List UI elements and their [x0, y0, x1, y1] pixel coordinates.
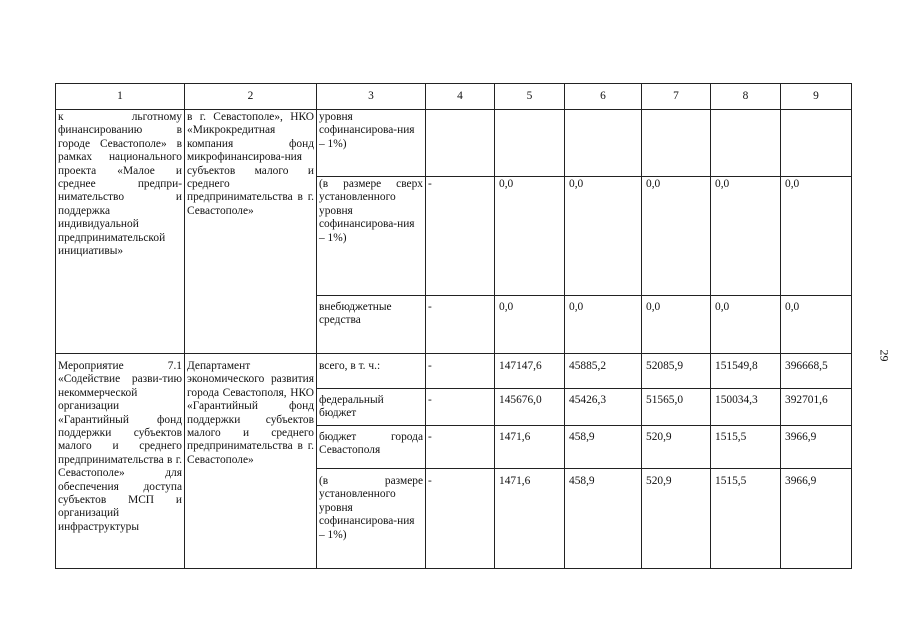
header-cell-3: 3	[317, 84, 426, 110]
value-cell: -	[426, 177, 495, 296]
value-cell: 396668,5	[781, 354, 852, 389]
value-cell: 392701,6	[781, 389, 852, 426]
value-cell	[426, 110, 495, 177]
value-cell: 0,0	[495, 296, 565, 354]
value-cell: 145676,0	[495, 389, 565, 426]
value-cell: 1515,5	[711, 426, 781, 469]
value-cell: -	[426, 389, 495, 426]
value-cell: 0,0	[711, 177, 781, 296]
header-cell-1: 1	[56, 84, 185, 110]
value-cell: 51565,0	[642, 389, 711, 426]
funding-source: внебюджетные средства	[317, 296, 426, 354]
funding-source: (в размере установленного уровня софинансирова-ния – 1%)	[317, 469, 426, 569]
value-cell: 150034,3	[711, 389, 781, 426]
value-cell: 45885,2	[565, 354, 642, 389]
header-cell-2: 2	[185, 84, 317, 110]
responsible-executor: в г. Севастополе», НКО «Микрокредитная компания фонд микрофинансирова-ния субъектов малого и среднего предпринимательства в г. Севастополе»	[185, 110, 317, 354]
value-cell: 52085,9	[642, 354, 711, 389]
value-cell: 0,0	[781, 177, 852, 296]
header-cell-6: 6	[565, 84, 642, 110]
value-cell: -	[426, 469, 495, 569]
funding-source: всего, в т. ч.:	[317, 354, 426, 389]
funding-source: уровня софинансирова-ния – 1%)	[317, 110, 426, 177]
value-cell: 0,0	[781, 296, 852, 354]
value-cell: 151549,8	[711, 354, 781, 389]
value-cell: 0,0	[565, 177, 642, 296]
header-cell-7: 7	[642, 84, 711, 110]
value-cell: -	[426, 296, 495, 354]
header-cell-9: 9	[781, 84, 852, 110]
value-cell	[711, 110, 781, 177]
value-cell: 0,0	[565, 296, 642, 354]
header-cell-4: 4	[426, 84, 495, 110]
value-cell	[565, 110, 642, 177]
value-cell: 147147,6	[495, 354, 565, 389]
value-cell	[642, 110, 711, 177]
value-cell	[495, 110, 565, 177]
header-cell-5: 5	[495, 84, 565, 110]
value-cell: 3966,9	[781, 426, 852, 469]
value-cell: 520,9	[642, 469, 711, 569]
value-cell: 1471,6	[495, 426, 565, 469]
value-cell: -	[426, 426, 495, 469]
measure-description: к льготному финансированию в городе Севастополе» в рамках национального проекта «Малое и среднее предпри-нимательство и поддержка индивидуальной предпринимательской инициативы»	[56, 110, 185, 354]
value-cell: 520,9	[642, 426, 711, 469]
measure-description: Мероприятие 7.1 «Содействие разви-тию некоммерческой организации «Гарантийный фонд поддержки субъектов малого и среднего предпринимательства в г. Севастополе» для обеспечения доступа субъектов МСП и организаций инфраструктуры	[56, 354, 185, 569]
value-cell: 458,9	[565, 426, 642, 469]
value-cell: 3966,9	[781, 469, 852, 569]
table-row	[56, 354, 852, 389]
table-row	[56, 110, 852, 177]
funding-source: федеральный бюджет	[317, 389, 426, 426]
responsible-executor: Департамент экономического развития города Севастополя, НКО «Гарантийный фонд поддержки субъектов малого и среднего предпринимательства в г. Севастополе»	[185, 354, 317, 569]
value-cell: 0,0	[495, 177, 565, 296]
funding-source: бюджет города Севастополя	[317, 426, 426, 469]
value-cell: 1471,6	[495, 469, 565, 569]
page-number: 29	[877, 349, 892, 362]
header-row	[56, 84, 852, 110]
value-cell: -	[426, 354, 495, 389]
value-cell: 1515,5	[711, 469, 781, 569]
value-cell: 458,9	[565, 469, 642, 569]
value-cell	[781, 110, 852, 177]
value-cell: 45426,3	[565, 389, 642, 426]
funding-source: (в размере сверх установленного уровня софинансирова-ния – 1%)	[317, 177, 426, 296]
header-cell-8: 8	[711, 84, 781, 110]
financing-table	[55, 83, 852, 569]
value-cell: 0,0	[711, 296, 781, 354]
value-cell: 0,0	[642, 296, 711, 354]
value-cell: 0,0	[642, 177, 711, 296]
